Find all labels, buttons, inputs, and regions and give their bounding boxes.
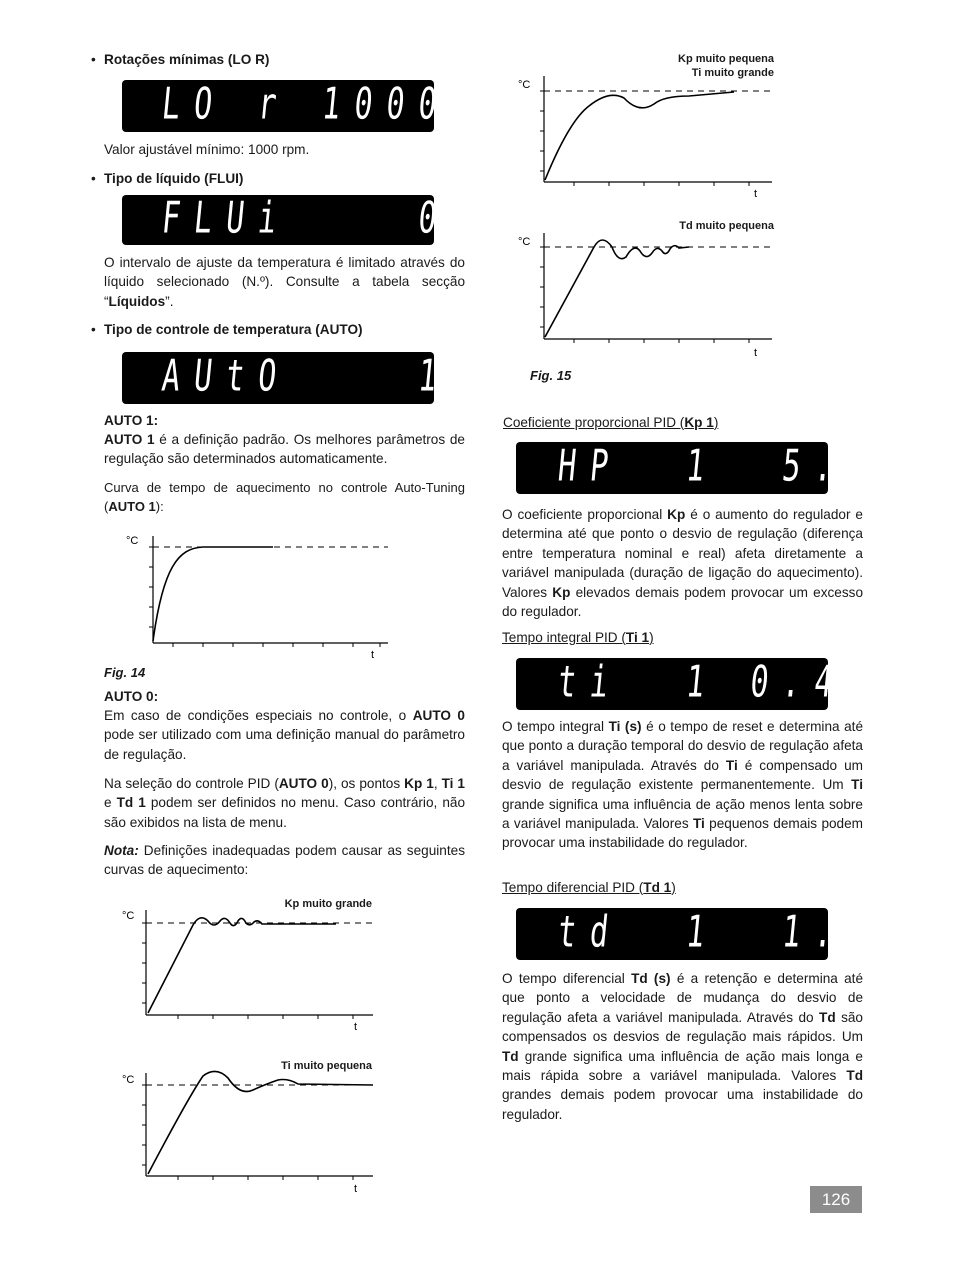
kp-small-graph [514, 76, 776, 201]
fig14-graph [118, 528, 398, 663]
auto-display: AUtO 1 [122, 352, 434, 404]
td-small-graph [514, 233, 776, 359]
kp-heading: Coeficiente proporcional PID (Kp 1) [503, 415, 719, 430]
kp-small-label: Kp muito pequena Ti muito grande [678, 53, 774, 79]
ti-display: ti 1 0.40 [516, 658, 828, 710]
kp-text: O coeficiente proporcional Kp é o aumento do regulador e determina até que ponto o desvio de regulação (diferença entre temperatura nominal e real) afeta diretamente a variável manipulada (duração de ligação do aquecimento). Valores Kp elevados demais podem provocar um excesso do regulador. [502, 507, 863, 620]
svg-text:°C: °C [518, 79, 531, 91]
svg-text:°C: °C [518, 236, 531, 248]
td-heading: Tempo diferencial PID (Td 1) [502, 880, 676, 895]
kp-big-graph [118, 905, 378, 1035]
auto1-curve-text: Curva de tempo de aquecimento no controle Auto-Tuning (AUTO 1): [104, 480, 465, 515]
flui-display: FLUi 0 [122, 195, 434, 245]
svg-text:°C: °C [122, 910, 135, 922]
lo-r-note: Valor ajustável mínimo: 1000 rpm. [104, 142, 310, 157]
auto1-title: AUTO 1: [104, 413, 159, 428]
ti-small-label: Ti muito pequena [281, 1060, 372, 1072]
fig14-xlabel: t [371, 649, 375, 661]
fig14-caption: Fig. 14 [104, 665, 146, 680]
fig15-caption: Fig. 15 [530, 368, 572, 383]
flui-text: O intervalo de ajuste da temperatura é limitado através do líquido selecionado (N.º). Consulte a tabela secção “Líquidos”. [104, 255, 465, 309]
svg-text:t: t [354, 1021, 358, 1033]
svg-text:t: t [754, 347, 758, 359]
auto-heading: • Tipo de controle de temperatura (AUTO) [104, 320, 363, 339]
auto0-text: Em caso de condições especiais no controle, o AUTO 0 pode ser utilizado com uma definição manual do parâmetro de regulação. [104, 708, 465, 762]
td-small-label: Td muito pequena [679, 220, 774, 232]
nota-text: Nota: Definições inadequadas podem causar as seguintes curvas de aquecimento: [104, 843, 465, 878]
pid-selection-text: Na seleção do controle PID (AUTO 0), os pontos Kp 1, Ti 1 e Td 1 podem ser definidos no menu. Caso contrário, não são exibidos na lista de menu. [104, 776, 465, 830]
fig14-ylabel: °C [126, 535, 139, 547]
svg-text:t: t [754, 188, 758, 200]
kp-big-label: Kp muito grande [284, 898, 372, 910]
flui-heading: • Tipo de líquido (FLUI) [104, 169, 243, 188]
td-text: O tempo diferencial Td (s) é a retenção e determina até que ponto a velocidade de mudança do desvio de regulação afeta a variável manipulada. Através do Td são compensados os desvios de regulação mais rápidos. Um Td grande significa uma influência de ação mais longa e mais rápida sobre a variável manipulada. Valores Td grandes demais podem provocar uma instabilidade do regulador. [502, 971, 864, 1122]
lo-r-heading: • Rotações mínimas (LO R) [104, 50, 269, 69]
lo-r-display: LO r 1000 [122, 80, 434, 132]
auto1-text: AUTO 1 é a definição padrão. Os melhores parâmetros de regulação são determinados automaticamente. [104, 432, 465, 467]
ti-small-graph [118, 1068, 378, 1196]
auto0-title: AUTO 0: [104, 689, 159, 704]
ti-heading: Tempo integral PID (Ti 1) [502, 630, 654, 645]
td-display: td 1 1.0 [516, 908, 828, 960]
ti-text: O tempo integral Ti (s) é o tempo de reset e determina até que ponto a duração temporal do desvio de regulação afeta a variável manipulada. Através do Ti é compensado um desvio de regulação existente permanentemente. Um Ti grande significa uma influência de ação menos lenta sobre a variável manipulada. Valores Ti pequenos demais podem provocar uma instabilidade do regulador. [502, 719, 864, 851]
svg-text:°C: °C [122, 1074, 135, 1086]
page-number: 126 [810, 1186, 862, 1213]
kp-display: HP 1 5.0 [516, 442, 828, 494]
svg-text:t: t [354, 1183, 358, 1195]
